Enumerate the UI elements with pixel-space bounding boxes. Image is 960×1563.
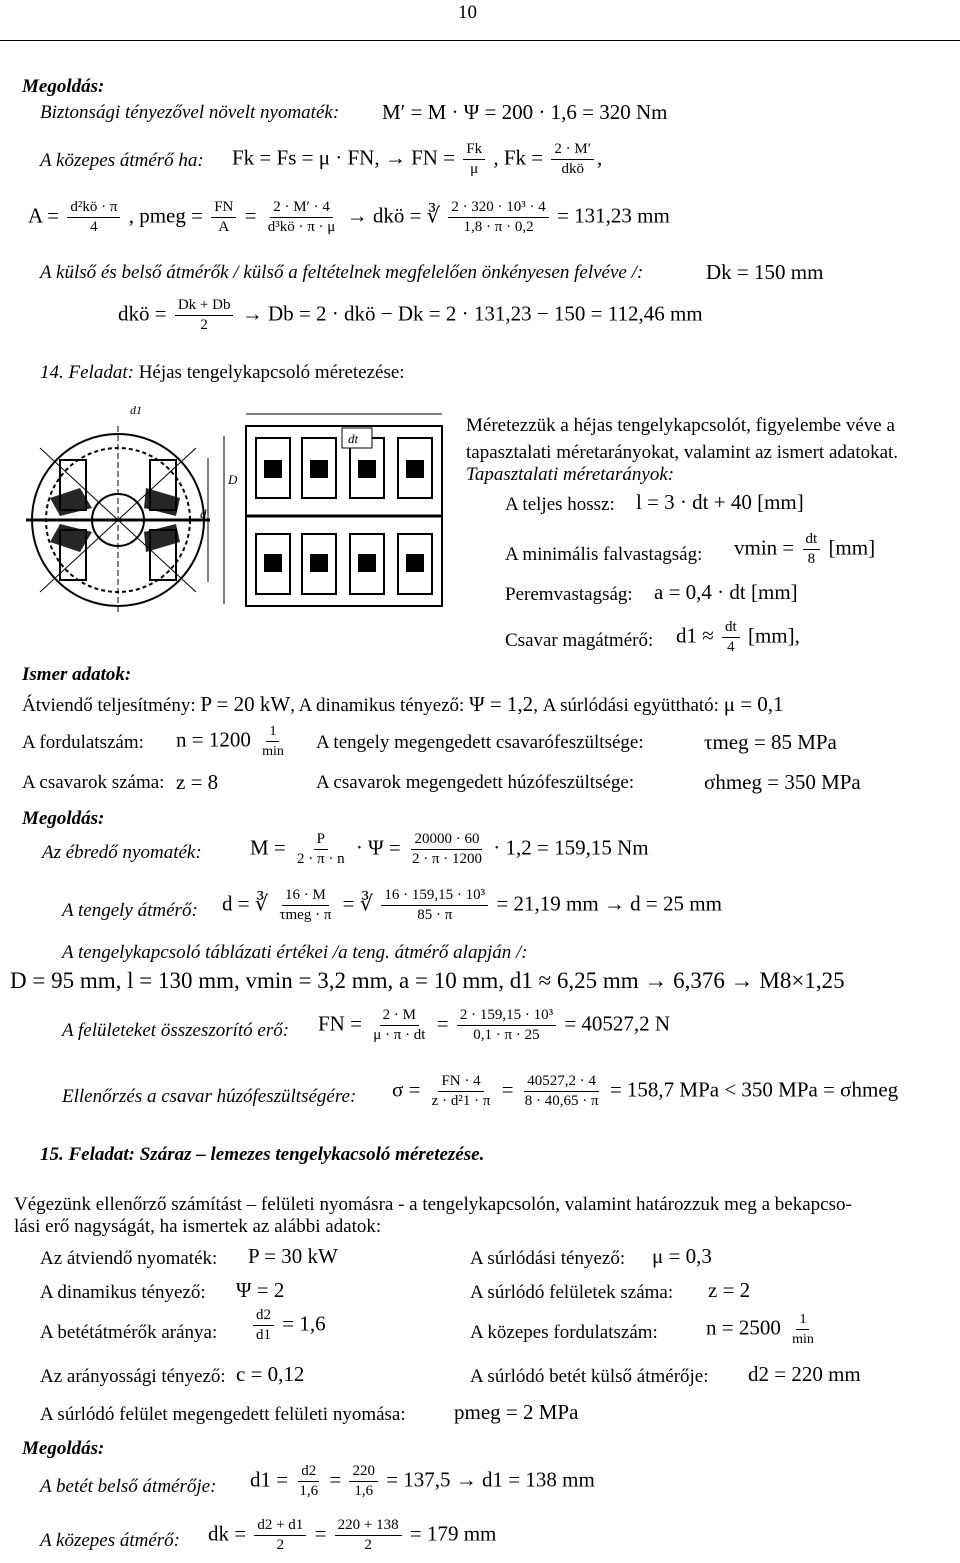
inner-diameter-equation: dkö = $\frac{Dk + Db}{2}$ → Db = 2 · dkö − Dk = 2 · 131,23 − 150 = 112,46 mm <box>118 297 703 333</box>
torque-label: Az ébredő nyomaték: <box>42 842 202 863</box>
outer-pad-label: A súrlódó betét külső átmérője: <box>470 1366 709 1387</box>
known-data-row1: Átviendő teljesítmény: P = 20 kW, A dinamikus tényező: Ψ = 1,2, A súrlódási együttható: μ = 0,1 <box>22 692 784 716</box>
clamping-force-label: A felületeket összeszorító erő: <box>62 1020 290 1041</box>
bolt-check-label: Ellenőrzés a csavar húzófeszültségére: <box>62 1086 357 1107</box>
ratios-title: Tapasztalati méretarányok: <box>466 464 675 485</box>
allowed-pressure-equation: pmeg = 2 MPa <box>454 1400 579 1424</box>
ratio-label: A betétátmérők aránya: <box>40 1322 218 1343</box>
solution-heading: Megoldás: <box>22 76 105 97</box>
task15-solution-heading: Megoldás: <box>22 1438 105 1459</box>
friction-equation: μ = 0,3 <box>652 1244 712 1268</box>
ratio-equation: $\frac{d2}{d1}$ = 1,6 <box>250 1306 326 1345</box>
mean-diameter15-equation: dk = $\frac{d2 + d1}{2}$ = $\frac{220 + 138}{2}$ = 179 mm <box>208 1517 497 1553</box>
power-label: Az átviendő nyomaték: <box>40 1248 218 1269</box>
mean-diameter15-label: A közepes átmérő: <box>40 1530 181 1551</box>
total-length-equation: l = 3 · dt + 40 [mm] <box>636 490 804 514</box>
bolt-count-equation: z = 8 <box>176 770 219 794</box>
inner-pad-equation: d1 = $\frac{d2}{1,6}$ = $\frac{220}{1,6}$ = 137,5 → d1 = 138 mm <box>250 1463 595 1499</box>
shaft-stress-label: A tengely megengedett csavarófeszültsége: <box>316 732 644 753</box>
safety-factor-label: Biztonsági tényezővel növelt nyomaték: <box>40 102 340 123</box>
shell-coupling-diagram <box>20 388 452 650</box>
rpm-equation: n = 1200 $\frac{1}{\min}$ <box>176 724 284 759</box>
table-values-equation: D = 95 mm, l = 130 mm, vmin = 3,2 mm, a = 10 mm, d1 ≈ 6,25 mm → 6,376 → M8×1,25 <box>10 968 845 993</box>
dynamic-label: A dinamikus tényező: <box>40 1282 206 1303</box>
flange-label: Peremvastagság: <box>505 584 633 605</box>
task14-title: 14. Feladat: Héjas tengelykapcsoló méretezése: <box>40 362 405 383</box>
task15-intro: Végezünk ellenőrző számítást – felületi nyomásra - a tengelykapcsolón, valamint határozzuk meg a bekapcso- lási erő nagyságát, ha ismertek az alábbi adatok: <box>14 1194 852 1237</box>
known-data-heading: Ismer adatok: <box>22 664 132 685</box>
mean-rpm-equation: n = 2500 $\frac{1}{\min}$ <box>706 1312 814 1347</box>
total-length-label: A teljes hossz: <box>505 494 615 515</box>
min-wall-equation: vmin = $\frac{dt}{8}$ [mm] <box>734 531 876 567</box>
header-rule <box>0 40 960 41</box>
mean-diameter-equation: Fk = Fs = μ · FN, → FN = $\frac{Fk}{\mu}$ , Fk = $\frac{2 \cdot M'}{\text{dkö}}$ , <box>232 141 603 177</box>
inner-pad-label: A betét belső átmérője: <box>40 1476 217 1497</box>
diameter-D-label: D <box>228 472 238 487</box>
shaft-diameter-label: A tengely átmérő: <box>62 900 198 921</box>
rpm-label: A fordulatszám: <box>22 732 144 753</box>
d1-label: d1 <box>130 403 142 417</box>
proportional-equation: c = 0,12 <box>236 1362 305 1386</box>
mean-diameter-label: A közepes átmérő ha: <box>40 150 204 171</box>
bolt-stress-label: A csavarok megengedett húzófeszültsége: <box>316 772 635 793</box>
bolt-core-equation: d1 ≈ $\frac{dt}{4}$ [mm], <box>676 619 800 655</box>
bolt-stress-equation: σhmeg = 350 MPa <box>704 770 861 794</box>
power-equation: P = 30 kW <box>248 1244 338 1268</box>
proportional-label: Az arányossági tényező: <box>40 1366 226 1387</box>
bolt-core-label: Csavar magátmérő: <box>505 630 654 651</box>
diameter-d-label: d <box>200 506 207 521</box>
task14-intro: Méretezzük a héjas tengelykapcsolót, figyelembe véve a tapasztalati méretarányokat, valamint az ismert adatokat. <box>466 415 899 463</box>
outer-diameter-equation: Dk = 150 mm <box>706 260 824 284</box>
shaft-stress-equation: τmeg = 85 MPa <box>704 730 837 754</box>
flange-equation: a = 0,4 · dt [mm] <box>654 580 798 604</box>
torque-equation: M = $\frac{P}{2 \cdot \pi \cdot n}$ · Ψ = $\frac{20000 \cdot 60}{2 \cdot \pi \cdot 1200}$ · 1,2 = 159,15 Nm <box>250 831 649 867</box>
min-wall-label: A minimális falvastagság: <box>505 544 703 565</box>
bolt-count-label: A csavarok száma: <box>22 772 165 793</box>
outer-inner-label: A külső és belső átmérők / külső a feltételnek megfelelően önkényesen felvéve /: <box>40 262 644 283</box>
dt-label: dt <box>348 431 359 446</box>
outer-pad-equation: d2 = 220 mm <box>748 1362 861 1386</box>
task14-solution-heading: Megoldás: <box>22 808 105 829</box>
dynamic-equation: Ψ = 2 <box>236 1278 285 1302</box>
safety-factor-equation: M′ = M · Ψ = 200 · 1,6 = 320 Nm <box>382 100 668 124</box>
area-pressure-equation: A = $\frac{\text{d²kö · π}}{4}$ , pmeg = $\frac{FN}{A}$ = $\frac{2 \cdot M' \cdot 4}{\text{d³kö · π · μ}}$ → dkö = ∛ $\frac{\text{2 · 320 · 10³ · 4}}{1,8 \cdot \pi \cdot 0,2}$ = 131,23 mm <box>28 199 670 235</box>
task15-title: 15. Feladat: Száraz – lemezes tengelykacsoló méretezése. <box>40 1144 485 1165</box>
shaft-diameter-equation: d = ∛ $\frac{16 \cdot M}{\text{τmeg · π}}$ = ∛ $\frac{\text{16 · 159,15 · 10³}}{85 \cdot \pi}$ = 21,19 mm → d = 25 mm <box>222 887 722 923</box>
surface-count-label: A súrlódó felületek száma: <box>470 1282 674 1303</box>
mean-rpm-label: A közepes fordulatszám: <box>470 1322 658 1343</box>
friction-label: A súrlódási tényező: <box>470 1248 626 1269</box>
allowed-pressure-label: A súrlódó felület megengedett felületi nyomása: <box>40 1404 406 1425</box>
bolt-check-equation: σ = $\frac{FN \cdot 4}{\text{z · d²1 · π}}$ = $\frac{40527,2 \cdot 4}{8 \cdot 40,65 \cdot \pi}$ = 158,7 MPa < 350 MPa = σhmeg <box>392 1073 899 1109</box>
table-values-label: A tengelykapcsoló táblázati értékei /a teng. átmérő alapján /: <box>62 942 528 963</box>
page-number: 10 <box>458 2 477 23</box>
clamping-force-equation: FN = $\frac{2 \cdot M}{\mu \cdot \pi \cdot dt}$ = $\frac{\text{2 · 159,15 · 10³}}{0,1 \cdot \pi \cdot 25}$ = 40527,2 N <box>318 1007 671 1043</box>
surface-count-equation: z = 2 <box>708 1278 751 1302</box>
